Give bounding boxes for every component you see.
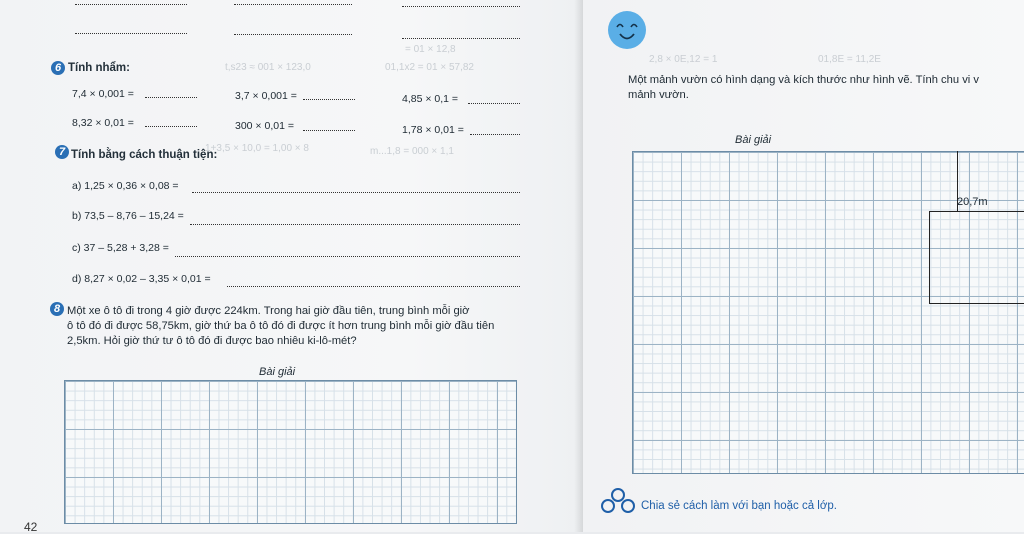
exercise-6-item: 1,78 × 0,01 = <box>402 124 464 136</box>
bleed-through: 01,1x2 = 01 × 57,82 <box>385 62 474 73</box>
answer-line[interactable] <box>402 38 520 39</box>
answer-line[interactable] <box>75 4 187 5</box>
exercise-6-badge: 6 <box>51 61 65 75</box>
exercise-6-item: 7,4 × 0,001 = <box>72 88 134 100</box>
problem-text: Một mảnh vườn có hình dạng và kích thước như hình vẽ. Tính chu vi v <box>628 74 979 86</box>
answer-blank[interactable] <box>145 97 197 98</box>
exercise-7-item: c) 37 – 5,28 + 3,28 = <box>72 242 169 254</box>
exercise-8-line: Một xe ô tô đi trong 4 giờ được 224km. Trong hai giờ đầu tiên, trung bình mỗi giờ <box>67 305 470 317</box>
answer-blank[interactable] <box>470 134 520 135</box>
exercise-6-title: Tính nhẩm: <box>68 62 130 74</box>
bleed-through: 01,8E = 11,2E <box>818 54 881 65</box>
exercise-7-item: b) 73,5 – 8,76 – 15,24 = <box>72 210 184 222</box>
solution-label: Bài giải <box>735 134 772 146</box>
exercise-6-item: 8,32 × 0,01 = <box>72 117 134 129</box>
answer-line[interactable] <box>192 192 520 193</box>
page-number: 42 <box>24 520 38 534</box>
exercise-8-badge: 8 <box>50 302 64 316</box>
exercise-8-line: 2,5km. Hỏi giờ thứ tư ô tô đó đi được bao nhiêu ki-lô-mét? <box>67 335 357 347</box>
problem-text: mảnh vườn. <box>628 89 689 101</box>
solution-label: Bài giải <box>259 366 296 378</box>
exercise-7-title: Tính bằng cách thuận tiện: <box>71 149 218 161</box>
dimension-label: 20,7m <box>957 196 988 208</box>
answer-line[interactable] <box>234 4 352 5</box>
answer-blank[interactable] <box>145 126 197 127</box>
exercise-7-item: a) 1,25 × 0,36 × 0,08 = <box>72 180 179 192</box>
bleed-through: 1+3,5 × 10,0 = 1,00 × 8 <box>205 143 309 154</box>
answer-line[interactable] <box>190 224 520 225</box>
exercise-6-item: 300 × 0,01 = <box>235 120 294 132</box>
exercise-6-item: 4,85 × 0,1 = <box>402 93 459 105</box>
answer-blank[interactable] <box>468 103 520 104</box>
answer-line[interactable] <box>402 6 520 7</box>
bleed-through: = 01 × 12,8 <box>405 44 456 55</box>
exercise-6-item: 3,7 × 0,001 = <box>235 90 297 102</box>
bleed-through: m...1,8 = 000 × 1,1 <box>370 146 454 157</box>
solution-grid[interactable] <box>64 380 517 524</box>
exercise-7-badge: 7 <box>55 145 69 159</box>
answer-line[interactable] <box>227 286 520 287</box>
exercise-7-item: d) 8,27 × 0,02 – 3,35 × 0,01 = <box>72 273 211 285</box>
answer-blank[interactable] <box>303 99 355 100</box>
answer-line[interactable] <box>234 34 352 35</box>
smiley-icon <box>607 10 647 50</box>
garden-shape-bottom <box>929 211 1024 304</box>
share-icon <box>599 487 637 515</box>
share-text: Chia sẻ cách làm với bạn hoặc cả lớp. <box>641 500 837 512</box>
answer-line[interactable] <box>175 256 520 257</box>
exercise-8-line: ô tô đó đi được 58,75km, giờ thứ ba ô tô đó đi được ít hơn trung bình mỗi giờ đầu tiên <box>67 320 495 332</box>
bleed-through: 2,8 × 0E,12 = 1 <box>649 54 718 65</box>
answer-line[interactable] <box>75 33 187 34</box>
bleed-through: t,s23 ≈ 001 × 123,0 <box>225 62 311 73</box>
right-page <box>583 0 1024 532</box>
answer-blank[interactable] <box>303 130 355 131</box>
